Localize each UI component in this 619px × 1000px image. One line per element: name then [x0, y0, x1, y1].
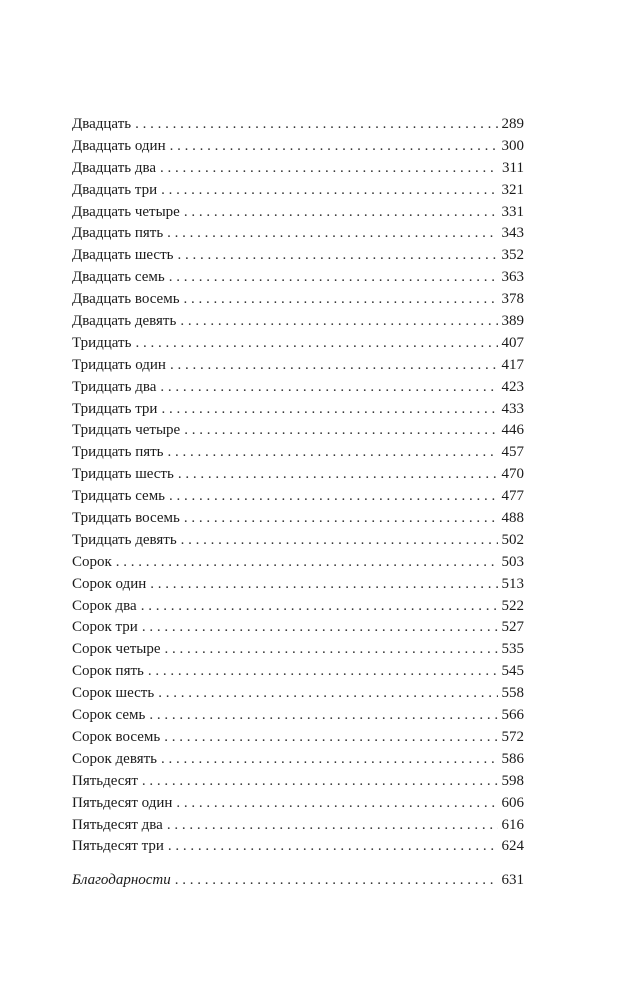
dot-leader: [142, 617, 498, 639]
toc-entry-title: Тридцать семь: [72, 488, 166, 505]
dot-leader: [175, 870, 498, 892]
toc-entry-page-number: 558: [501, 685, 524, 702]
toc-entry-page-number: 470: [501, 466, 524, 483]
dot-leader: [168, 442, 498, 464]
toc-gap: [72, 858, 524, 870]
toc-entry[interactable]: [72, 815, 524, 837]
table-of-contents: [72, 114, 524, 892]
dot-leader: [149, 705, 497, 727]
toc-entry-title: Сорок четыре: [72, 641, 161, 658]
dot-leader: [165, 639, 498, 661]
toc-entry[interactable]: [72, 355, 524, 377]
dot-leader: [169, 267, 498, 289]
toc-entry-page-number: 488: [501, 510, 524, 527]
toc-entry-title: Пятьдесят два: [72, 816, 163, 833]
dot-leader: [160, 377, 497, 399]
toc-entry-page-number: 352: [501, 247, 524, 264]
toc-entry-page-number: 457: [501, 444, 524, 461]
toc-entry-title: Тридцать девять: [72, 531, 177, 548]
toc-entry-title: Двадцать три: [72, 181, 158, 198]
toc-entry-title: Сорок семь: [72, 707, 146, 724]
toc-entry[interactable]: [72, 464, 524, 486]
toc-entry-title: Сорок девять: [72, 750, 158, 767]
toc-entry-title: Тридцать три: [72, 400, 158, 417]
dot-leader: [184, 289, 498, 311]
toc-entry-title: Тридцать: [72, 334, 132, 351]
toc-entry-title: Тридцать один: [72, 356, 166, 373]
dot-leader: [178, 464, 498, 486]
toc-entry[interactable]: [72, 202, 524, 224]
toc-entry-page-number: 363: [501, 269, 524, 286]
toc-entry[interactable]: [72, 486, 524, 508]
toc-entry-title: Пятьдесят три: [72, 838, 164, 855]
toc-entry[interactable]: [72, 377, 524, 399]
toc-entry-title: Двадцать два: [72, 159, 157, 176]
toc-entry-title: Сорок два: [72, 597, 137, 614]
toc-entry[interactable]: [72, 727, 524, 749]
toc-entry[interactable]: [72, 289, 524, 311]
toc-entry-title: Двадцать пять: [72, 225, 164, 242]
toc-entry[interactable]: [72, 114, 524, 136]
dot-leader: [167, 815, 498, 837]
toc-entry-page-number: 535: [501, 641, 524, 658]
toc-entry-page-number: 522: [501, 597, 524, 614]
toc-entry-title: Тридцать два: [72, 378, 157, 395]
toc-entry[interactable]: [72, 245, 524, 267]
dot-leader: [164, 727, 497, 749]
toc-entry[interactable]: [72, 705, 524, 727]
dot-leader: [176, 793, 497, 815]
toc-entry-page-number: 378: [501, 291, 524, 308]
toc-entry[interactable]: [72, 836, 524, 858]
toc-entry[interactable]: [72, 311, 524, 333]
toc-entry-title: Сорок: [72, 553, 112, 570]
toc-entry-title: Двадцать: [72, 116, 132, 132]
dot-leader: [135, 114, 497, 136]
toc-entry[interactable]: [72, 333, 524, 355]
toc-entry-page-number: 616: [501, 816, 524, 833]
dot-leader: [169, 486, 497, 508]
toc-entry[interactable]: [72, 617, 524, 639]
toc-entry[interactable]: [72, 399, 524, 421]
dot-leader: [160, 158, 498, 180]
dot-leader: [161, 180, 497, 202]
toc-entry[interactable]: [72, 136, 524, 158]
toc-entry-title: Пятьдесят: [72, 772, 138, 789]
toc-entry[interactable]: [72, 530, 524, 552]
toc-entry-page-number: 586: [501, 750, 524, 767]
dot-leader: [184, 508, 498, 530]
toc-entry[interactable]: [72, 508, 524, 530]
toc-entry-page-number: 389: [501, 313, 524, 330]
toc-entry[interactable]: [72, 683, 524, 705]
toc-entry[interactable]: [72, 574, 524, 596]
toc-entry-title: Тридцать шесть: [72, 466, 174, 483]
toc-entry-page-number: 606: [501, 794, 524, 811]
toc-entry[interactable]: [72, 158, 524, 180]
toc-entry-title: Двадцать шесть: [72, 247, 174, 264]
toc-entry[interactable]: [72, 420, 524, 442]
toc-entry-title: Тридцать пять: [72, 444, 164, 461]
toc-entry-title: Двадцать девять: [72, 313, 177, 330]
toc-entry-page-number: 513: [501, 575, 524, 592]
toc-entry-page-number: 572: [501, 728, 524, 745]
toc-entry-page-number: 423: [501, 378, 524, 395]
toc-entry-title: Сорок пять: [72, 663, 144, 680]
dot-leader: [167, 223, 497, 245]
toc-entry-title: Благодарности: [72, 872, 171, 889]
toc-entry-title: Пятьдесят один: [72, 794, 173, 811]
toc-list: [72, 114, 524, 858]
dot-leader: [116, 552, 498, 574]
toc-entry[interactable]: [72, 661, 524, 683]
toc-entry[interactable]: [72, 552, 524, 574]
dot-leader: [180, 311, 497, 333]
dot-leader: [150, 574, 497, 596]
dot-leader: [161, 399, 497, 421]
toc-entry-page-number: 343: [501, 225, 524, 242]
toc-entry-title: Тридцать восемь: [72, 510, 180, 527]
toc-entry-title: Сорок один: [72, 575, 147, 592]
toc-entry[interactable]: [72, 596, 524, 618]
toc-entry-page-number: 545: [501, 663, 524, 680]
toc-entry[interactable]: [72, 749, 524, 771]
toc-entry-page-number: 311: [502, 159, 524, 176]
dot-leader: [170, 355, 498, 377]
dot-leader: [177, 245, 497, 267]
toc-entry-title: Двадцать семь: [72, 269, 165, 286]
toc-entry-page-number: 598: [501, 772, 524, 789]
toc-entry-page-number: 631: [501, 872, 524, 889]
dot-leader: [184, 202, 498, 224]
toc-entry-title: Сорок восемь: [72, 728, 161, 745]
toc-entry[interactable]: [72, 442, 524, 464]
toc-entry-page-number: 527: [501, 619, 524, 636]
toc-entry-acknowledgements[interactable]: [72, 870, 524, 892]
toc-entry-page-number: 321: [501, 181, 524, 198]
toc-entry-title: Двадцать четыре: [72, 203, 180, 220]
toc-entry-page-number: 566: [501, 707, 524, 724]
toc-entry-page-number: 331: [501, 203, 524, 220]
toc-entry-page-number: 477: [501, 488, 524, 505]
toc-entry-title: Сорок три: [72, 619, 138, 636]
toc-entry-title: Сорок шесть: [72, 685, 155, 702]
toc-entry-page-number: 300: [501, 137, 524, 154]
toc-entry-title: Тридцать четыре: [72, 422, 181, 439]
toc-entry-title: Двадцать один: [72, 137, 166, 154]
toc-entry-page-number: 407: [501, 334, 524, 351]
toc-entry-title: Двадцать восемь: [72, 291, 180, 308]
dot-leader: [148, 661, 498, 683]
toc-entry-page-number: 417: [501, 356, 524, 373]
toc-entry[interactable]: [72, 771, 524, 793]
toc-entry[interactable]: [72, 180, 524, 202]
dot-leader: [158, 683, 497, 705]
toc-entry-page-number: 624: [501, 838, 524, 855]
dot-leader: [135, 333, 497, 355]
dot-leader: [161, 749, 497, 771]
toc-entry-page-number: 502: [501, 531, 524, 548]
dot-leader: [142, 771, 498, 793]
toc-entry[interactable]: [72, 267, 524, 289]
toc-entry-page-number: 433: [501, 400, 524, 417]
dot-leader: [141, 596, 498, 618]
toc-entry[interactable]: [72, 223, 524, 245]
toc-entry-page-number: 289: [501, 116, 524, 132]
toc-entry[interactable]: [72, 793, 524, 815]
toc-entry-page-number: 503: [501, 553, 524, 570]
toc-entry[interactable]: [72, 639, 524, 661]
dot-leader: [168, 836, 498, 858]
dot-leader: [170, 136, 498, 158]
dot-leader: [181, 530, 498, 552]
toc-entry-page-number: 446: [501, 422, 524, 439]
dot-leader: [184, 420, 497, 442]
